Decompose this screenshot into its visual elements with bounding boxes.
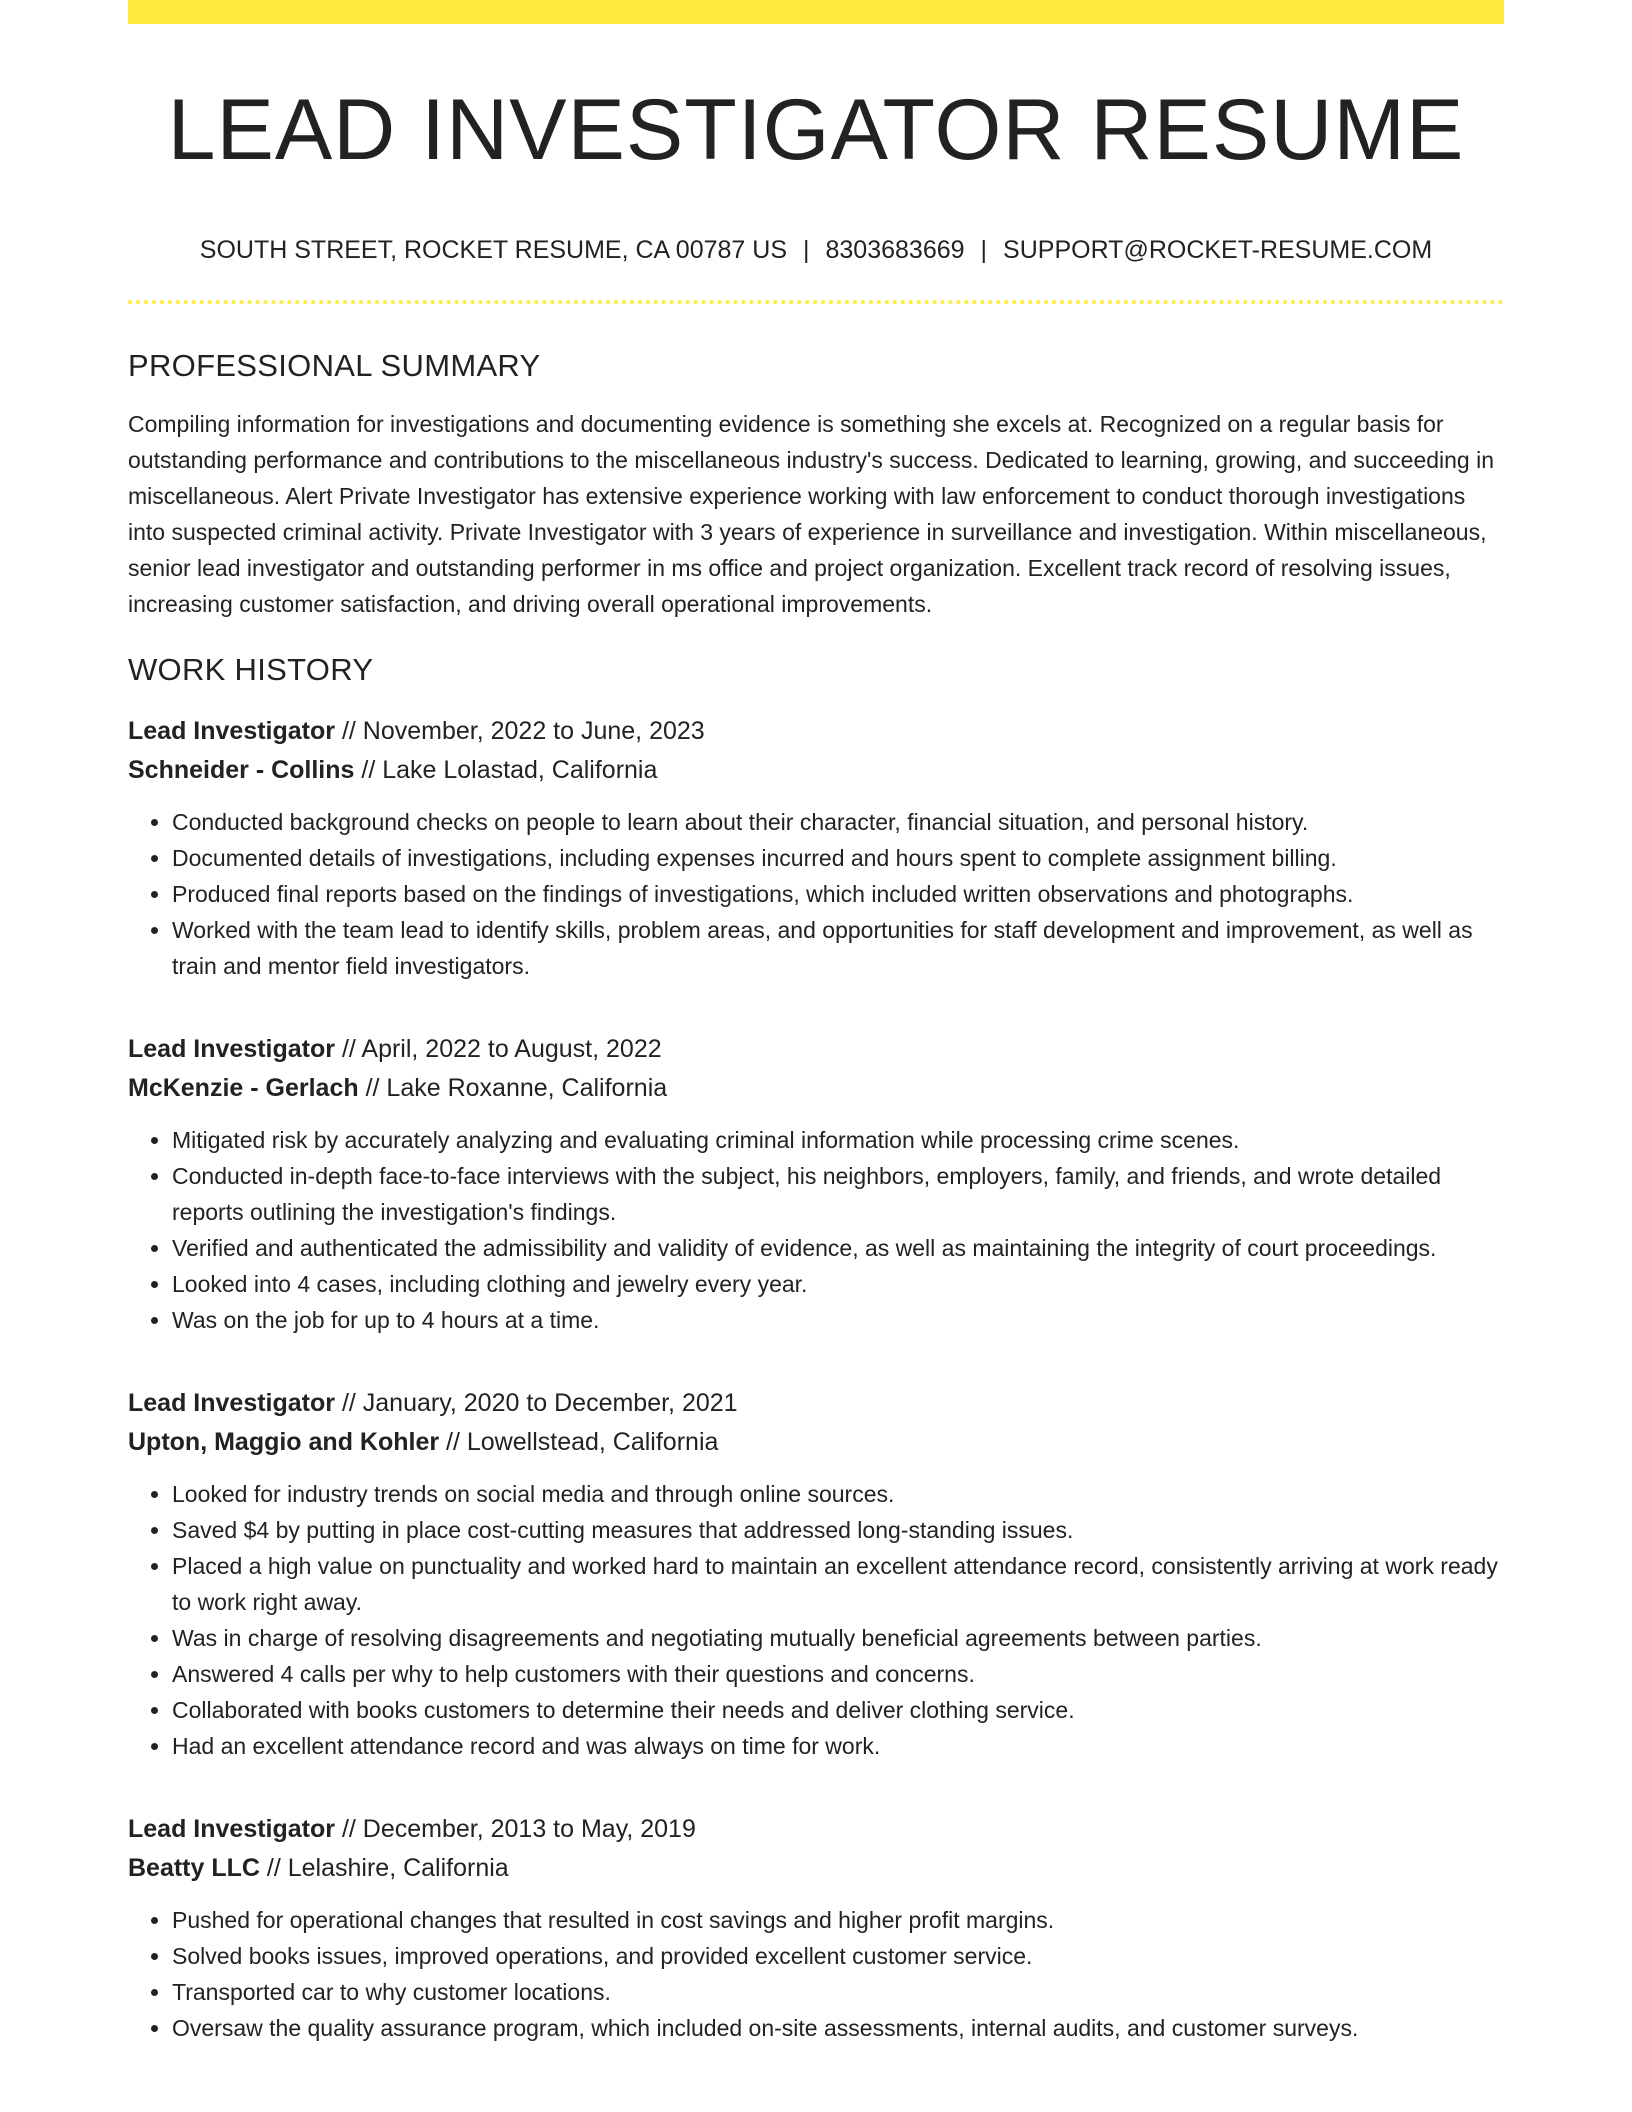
job-role-line <box>128 712 1504 751</box>
job-company: Beatty LLC <box>128 1854 260 1882</box>
job-role: Lead Investigator <box>128 1035 335 1063</box>
job-bullets <box>128 1122 1504 1338</box>
job-role: Lead Investigator <box>128 1389 335 1417</box>
page-title: LEAD INVESTIGATOR RESUME <box>167 82 1465 178</box>
job-location: // Lelashire, California <box>259 1854 509 1882</box>
job-bullet: • Oversaw the quality assurance program, which included on-site assessments, internal audits, and customer surveys. <box>172 2010 1504 2046</box>
job-dates: // December, 2013 to May, 2019 <box>335 1815 696 1843</box>
job-bullet: • Worked with the team lead to identify skills, problem areas, and opportunities for staff development and improvement, as well as train and mentor field investigators. <box>172 912 1504 984</box>
job-bullet: • Produced final reports based on the findings of investigations, which included written observations and photographs. <box>172 876 1504 912</box>
job-role-line <box>128 1384 1504 1423</box>
job-bullet: • Solved books issues, improved operations, and provided excellent customer service. <box>172 1938 1504 1974</box>
job-bullets <box>128 1902 1504 2046</box>
job-company-line <box>128 1849 1504 1888</box>
contact-line <box>128 234 1504 266</box>
job-location: // Lowellstead, California <box>439 1428 719 1456</box>
job-company: McKenzie - Gerlach <box>128 1074 359 1102</box>
job-bullet: • Was in charge of resolving disagreements and negotiating mutually beneficial agreements between parties. <box>172 1620 1504 1656</box>
contact-address: SOUTH STREET, ROCKET RESUME, CA 00787 US <box>199 236 787 264</box>
job-dates: // January, 2020 to December, 2021 <box>335 1389 738 1417</box>
contact-separator: | <box>980 236 988 264</box>
job-company-line <box>128 1423 1504 1462</box>
work-history-list <box>128 712 1504 2046</box>
job-bullet: • Looked for industry trends on social media and through online sources. <box>172 1476 1504 1512</box>
resume-content <box>128 0 1504 2046</box>
job-bullet: • Had an excellent attendance record and was always on time for work. <box>172 1728 1504 1764</box>
job-company: Schneider - Collins <box>128 756 355 784</box>
job-bullet: • Conducted background checks on people to learn about their character, financial situation, and personal history. <box>172 804 1504 840</box>
job-entry <box>128 712 1504 984</box>
summary-text: Compiling information for investigations and documenting evidence is something she excels at. Recognized on a regular basis for outstanding performance and contributions to the miscellaneous industry's success. Dedicated to learning, growing, and succeeding in miscellaneous. Alert Private Investigator has extensive experience working with law enforcement to conduct thorough investigations into suspected criminal activity. Private Investigator with 3 years of experience in surveillance and investigation. Within miscellaneous, senior lead investigator and outstanding performer in ms office and project organization. Excellent track record of resolving issues, increasing customer satisfaction, and driving overall operational improvements. <box>128 411 1495 617</box>
job-bullet: • Conducted in-depth face-to-face interviews with the subject, his neighbors, employers, family, and friends, and wrote detailed reports outlining the investigation's findings. <box>172 1158 1504 1230</box>
job-role-line <box>128 1030 1504 1069</box>
job-bullet: • Mitigated risk by accurately analyzing and evaluating criminal information while processing crime scenes. <box>172 1122 1504 1158</box>
job-company-line <box>128 1069 1504 1108</box>
job-dates: // April, 2022 to August, 2022 <box>335 1035 662 1063</box>
job-bullet: • Placed a high value on punctuality and worked hard to maintain an excellent attendance record, consistently arriving at work ready to work right away. <box>172 1548 1504 1620</box>
job-bullet: • Answered 4 calls per why to help customers with their questions and concerns. <box>172 1656 1504 1692</box>
job-bullets <box>128 1476 1504 1764</box>
job-bullets <box>128 804 1504 984</box>
contact-separator: | <box>803 236 810 264</box>
job-bullet: • Documented details of investigations, including expenses incurred and hours spent to complete assignment billing. <box>172 840 1504 876</box>
job-location: // Lake Lolastad, California <box>354 756 658 784</box>
job-location: // Lake Roxanne, California <box>358 1074 668 1102</box>
job-bullet: • Transported car to why customer locations. <box>172 1974 1504 2010</box>
dotted-divider <box>128 300 1504 304</box>
job-entry <box>128 1030 1504 1338</box>
job-bullet: • Verified and authenticated the admissibility and validity of evidence, as well as maintaining the integrity of court proceedings. <box>172 1230 1504 1266</box>
job-company-line <box>128 751 1504 790</box>
job-bullet: • Pushed for operational changes that resulted in cost savings and higher profit margins. <box>172 1902 1504 1938</box>
contact-phone: 8303683669 <box>825 236 965 264</box>
job-entry <box>128 1384 1504 1764</box>
job-company: Upton, Maggio and Kohler <box>128 1428 440 1456</box>
job-bullet: • Collaborated with books customers to determine their needs and deliver clothing service. <box>172 1692 1504 1728</box>
job-bullet: • Saved $4 by putting in place cost-cutting measures that addressed long-standing issues. <box>172 1512 1504 1548</box>
job-entry <box>128 1810 1504 2046</box>
job-bullet: • Was on the job for up to 4 hours at a time. <box>172 1302 1504 1338</box>
job-role-line <box>128 1810 1504 1849</box>
summary-heading: PROFESSIONAL SUMMARY <box>128 348 541 383</box>
job-role: Lead Investigator <box>128 717 335 745</box>
job-dates: // November, 2022 to June, 2023 <box>335 717 705 745</box>
job-role: Lead Investigator <box>128 1815 335 1843</box>
job-bullet: • Looked into 4 cases, including clothing and jewelry every year. <box>172 1266 1504 1302</box>
work-history-heading: WORK HISTORY <box>128 652 374 687</box>
contact-email: SUPPORT@ROCKET-RESUME.COM <box>1003 236 1433 264</box>
